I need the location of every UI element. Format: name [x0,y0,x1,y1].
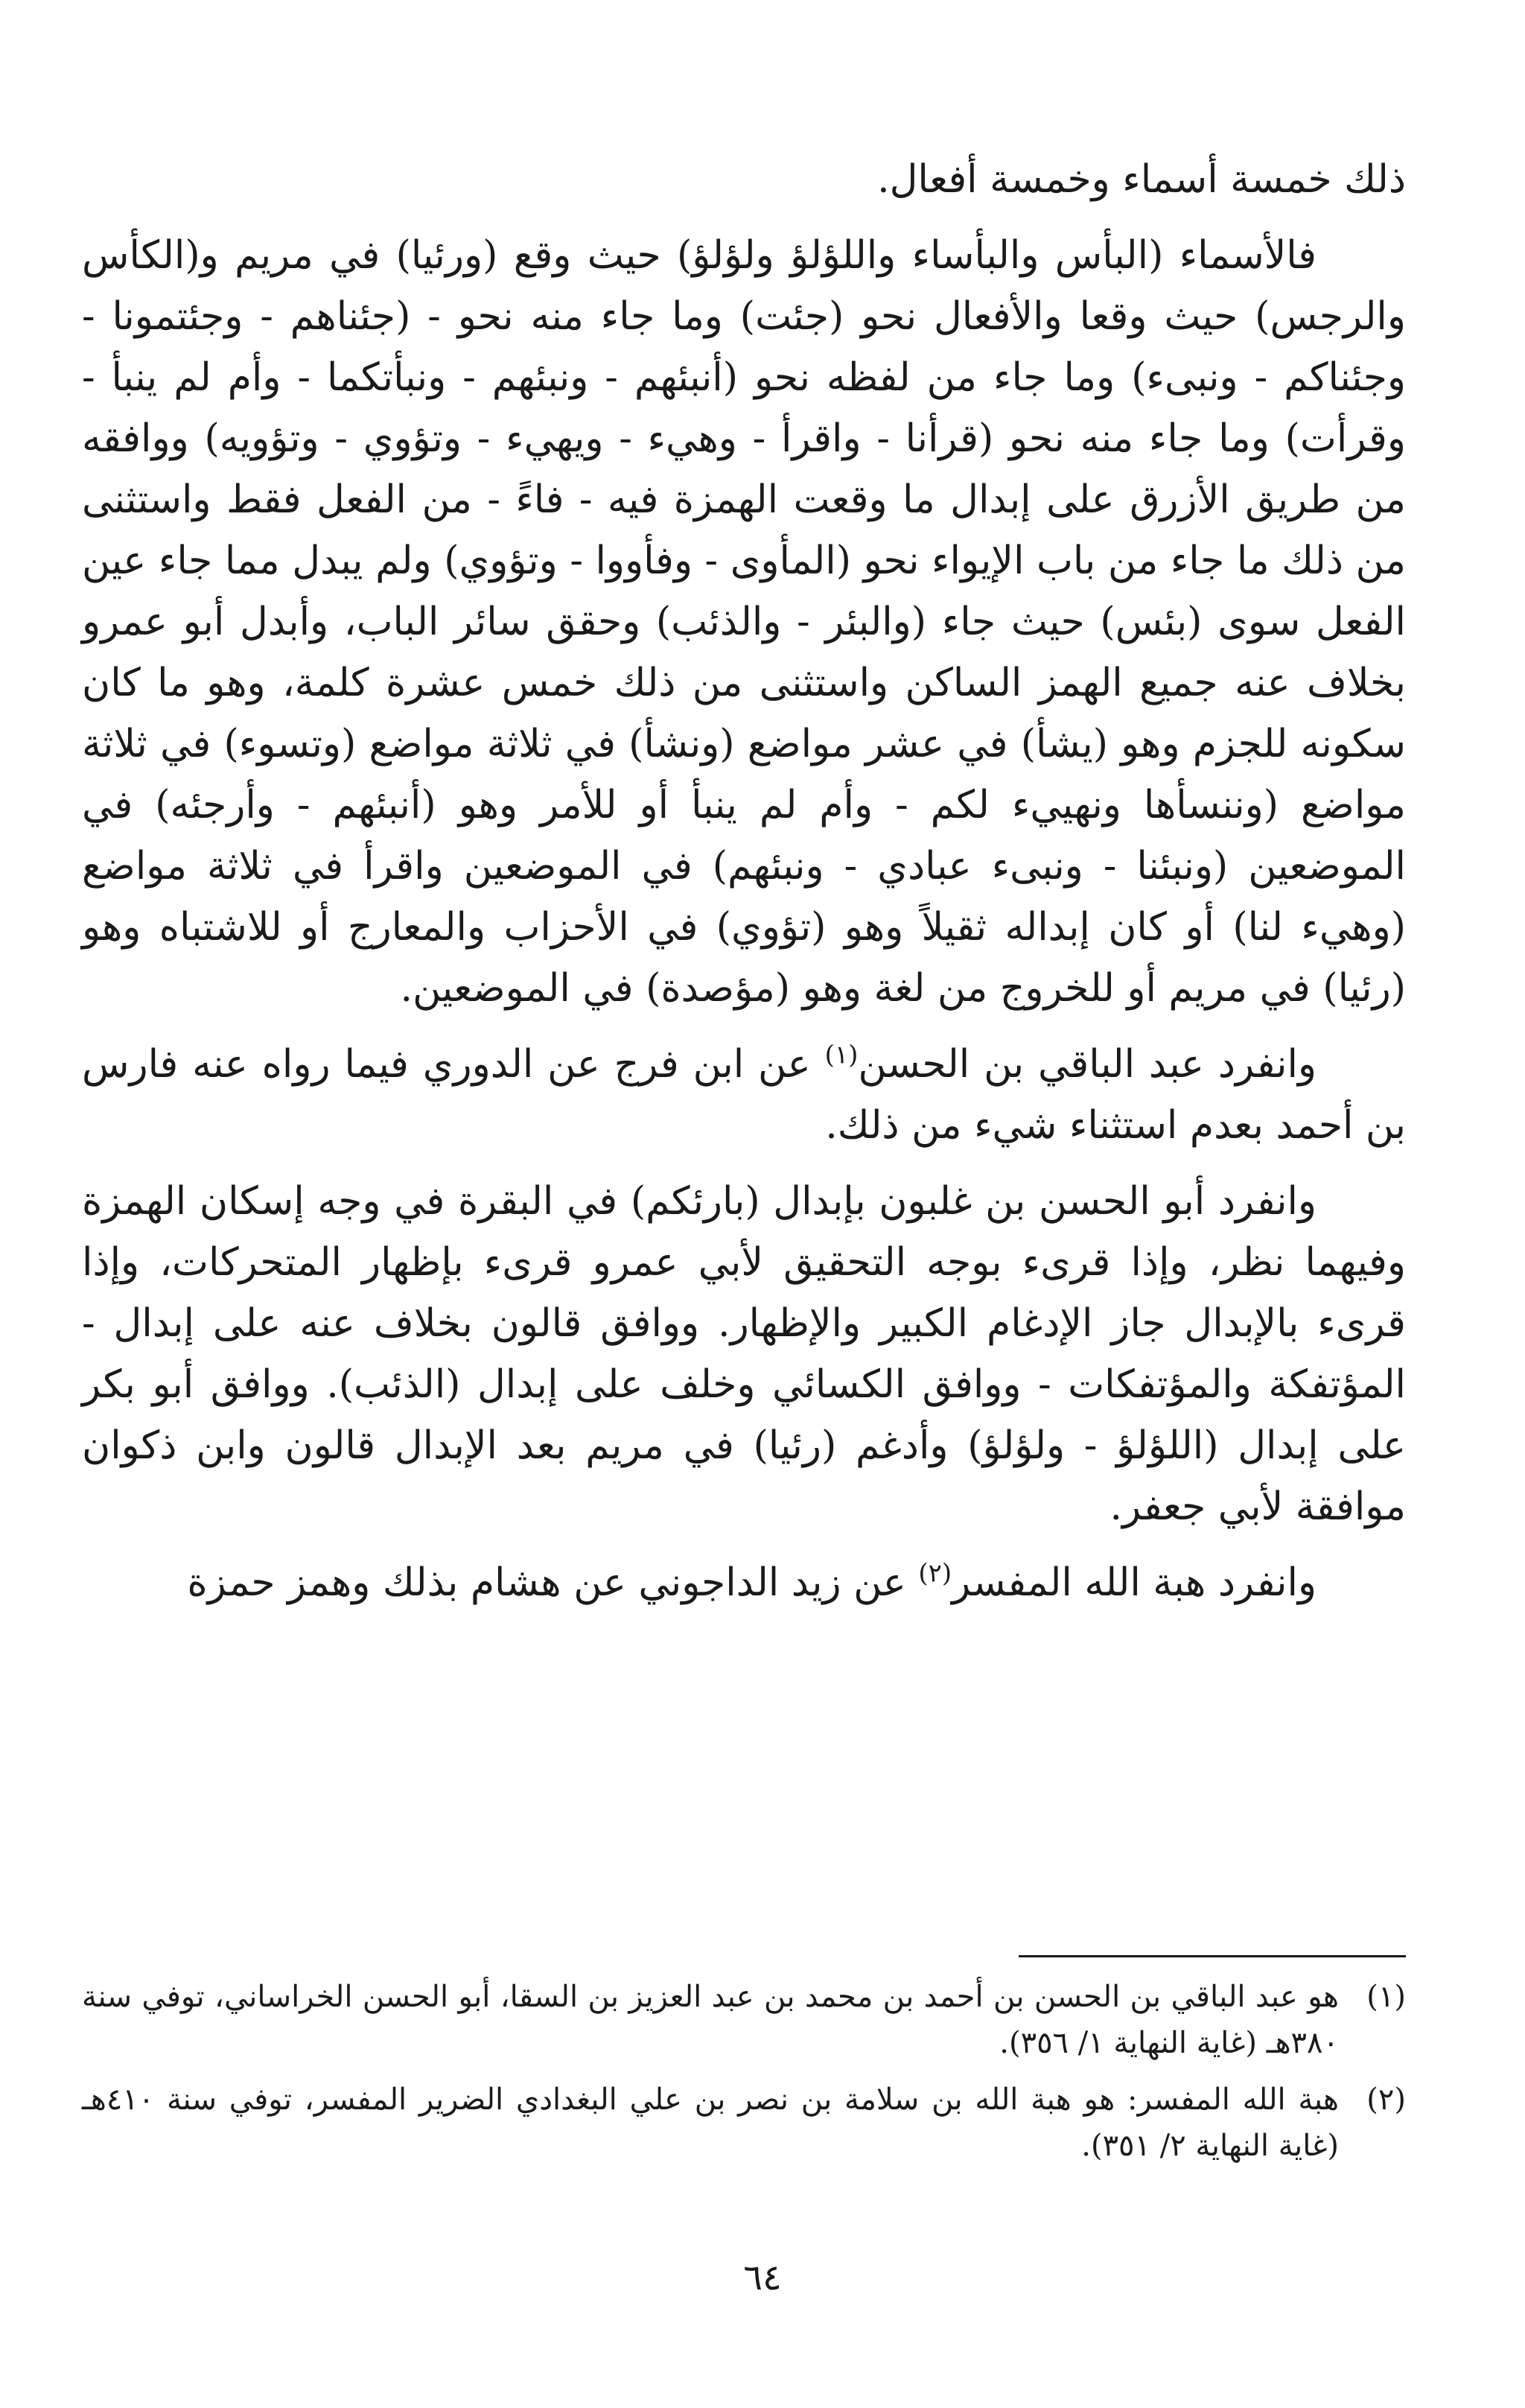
paragraph-5-text-before: وانفرد هبة الله المفسر [952,1560,1317,1605]
footnote-number-1: (١) [1366,1980,1406,2014]
footnote-ref-1[interactable]: (١) [824,1040,859,1070]
footnote-2 [82,2077,1406,2169]
page-number: ٦٤ [743,2257,782,2299]
footnote-divider [1019,1955,1406,1957]
main-text [82,149,1406,1613]
page-body [82,149,1406,1628]
paragraph-3-text-before: وانفرد عبد الباقي بن الحسن [858,1042,1317,1087]
footnote-ref-2[interactable]: (٢) [918,1558,952,1589]
paragraph-3 [82,1034,1406,1156]
footnote-text-1: هو عبد الباقي بن الحسن بن أحمد بن محمد بن عبد العزيز بن السقا، أبو الحسن الخراساني، توفي سنة ٣٨٠هـ (غاية النهاية ١/ ٣٥٦). [82,1980,1339,2060]
paragraph-4: وانفرد أبو الحسن بن غلبون بإبدال (بارئكم) في البقرة في وجه إسكان الهمزة وفيهما نظر، وإذا قرىء بوجه التحقيق لأبي عمرو قرىء بإظهار المتحركات، وإذا قرىء بالإبدال جاز الإدغام الكبير والإظهار. ووافق قالون بخلاف عنه على إبدال - المؤتفكة والمؤتفكات - ووافق الكسائي وخلف على إبدال (الذئب). ووافق أبو بكر على إبدال (اللؤلؤ - ولؤلؤ) وأدغم (رئيا) في مريم بعد الإبدال قالون وابن ذكوان موافقة لأبي جعفر. [82,1179,1406,1529]
footnote-1 [82,1974,1406,2066]
paragraph-1: ذلك خمسة أسماء وخمسة أفعال. [877,157,1406,202]
footnotes [82,1974,1406,2179]
footnote-text-2: هبة الله المفسر: هو هبة الله بن سلامة بن نصر بن علي البغدادي الضرير المفسر، توفي سنة ٤١٠هـ (غاية النهاية ٢/ ٣٥١). [82,2083,1339,2163]
paragraph-5-text-after: عن زيد الداجوني عن هشام بذلك وهمز حمزة [187,1560,919,1605]
paragraph-5 [82,1552,1406,1613]
paragraph-3-text-after: عن ابن فرج عن الدوري فيما رواه عنه فارس بن أحمد بعدم استثناء شيء من ذلك. [82,1042,1406,1148]
footnote-number-2: (٢) [1366,2083,1406,2117]
paragraph-2: فالأسماء (البأس والبأساء واللؤلؤ ولؤلؤ) حيث وقع (ورئيا) في مريم و(الكأس والرجس) حيث وقعا والأفعال نحو (جئت) وما جاء منه نحو - (جئناهم - وجئتمونا - وجئناكم - ونبىء) وما جاء من لفظه نحو (أنبئهم - ونبئهم - ونبأتكما - وأم لم ينبأ - وقرأت) وما جاء منه نحو (قرأنا - واقرأ - وهيء - ويهيء - وتؤوي - وتؤويه) ووافقه من طريق الأزرق على إبدال ما وقعت الهمزة فيه - فاءً - من الفعل فقط واستثنى من ذلك ما جاء من باب الإيواء نحو (المأوى - وفأووا - وتؤوي) ولم يبدل مما جاء عين الفعل سوى (بئس) حيث جاء (والبئر - والذئب) وحقق سائر الباب، وأبدل أبو عمرو بخلاف عنه جميع الهمز الساكن واستثنى من ذلك خمس عشرة كلمة، وهو ما كان سكونه للجزم وهو (يشأ) في عشر مواضع (ونشأ) في ثلاثة مواضع (وتسوء) في ثلاثة مواضع (وننسأها ونهييء لكم - وأم لم ينبأ أو للأمر وهو (أنبئهم - وأرجئه) في الموضعين (ونبئنا - ونبىء عبادي - ونبئهم) في الموضعين واقرأ في ثلاثة مواضع (وهيء لنا) أو كان إبداله ثقيلاً وهو (تؤوي) في الأحزاب والمعارج أو للاشتباه وهو (رئيا) في مريم أو للخروج من لغة وهو (مؤصدة) في الموضعين. [82,233,1407,1011]
